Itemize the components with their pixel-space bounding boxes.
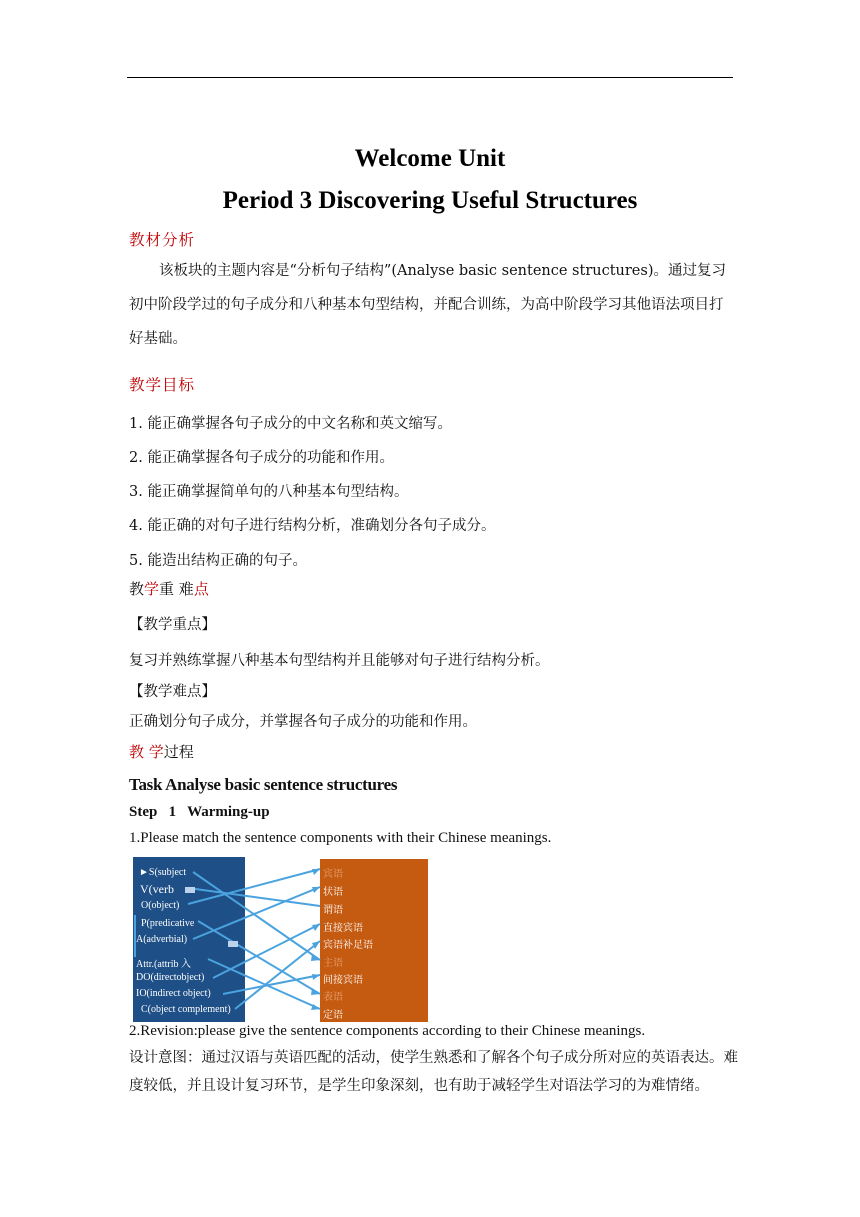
arrow-head (312, 869, 320, 875)
match-line (198, 921, 320, 994)
meaning-item: 宾语 (323, 869, 343, 880)
meaning-item: 直接宾语 (323, 923, 363, 934)
unit-title: Welcome Unit (354, 145, 506, 172)
term-v: V(verb (140, 882, 174, 896)
match-line (188, 888, 320, 906)
term-p: P(predicative (141, 918, 195, 929)
goal-item-4: 4. 能正确的对句子进行结构分析，准确划分各句子成分。 (129, 518, 496, 534)
difficulty-label: 【教学难点】 (129, 684, 216, 700)
header-rule (127, 77, 733, 78)
matching-figure (133, 857, 428, 1022)
arrow-head (312, 887, 320, 893)
heading-part: 过程 (163, 743, 194, 761)
step-heading: Step 1 Warming-up (129, 804, 270, 820)
match-line (193, 887, 320, 939)
match-line (213, 924, 320, 978)
term-c: C(object complement) (141, 1004, 231, 1015)
arrow-head (312, 974, 320, 980)
term-attr: Attr.(attrib 入 (136, 959, 191, 970)
small-label-tag (228, 941, 238, 947)
design-intent: 设计意图：通过汉语与英语匹配的活动，使学生熟悉和了解各个句子成分所对应的英语表达。难度较低，并且设计复习环节，是学生印象深刻，也有助于减轻学生对语法学习的为难情绪。 (129, 1050, 738, 1094)
term-o: O(object) (141, 900, 180, 911)
meaning-item: 定语 (323, 1010, 343, 1021)
term-a: A(adverbial) (136, 934, 188, 945)
analysis-heading: 教材分析 (129, 231, 196, 249)
term-do: DO(directobject) (136, 972, 205, 983)
goals-heading: 教学目标 (129, 376, 196, 394)
small-label-tag (185, 887, 195, 893)
process-heading (129, 741, 194, 762)
arrow-head (311, 954, 320, 961)
meaning-item: 谓语 (323, 905, 343, 916)
heading-part: 学 (144, 580, 160, 598)
meaning-item: 状语 (323, 887, 343, 898)
term-io: IO(indirect object) (136, 988, 211, 999)
difficulty-text: 正确划分句子成分，并掌握各句子成分的功能和作用。 (129, 714, 477, 730)
focus-label: 【教学重点】 (129, 617, 216, 633)
analysis-paragraph: 该板块的主题内容是“分析句子结构”(Analyse basic sentence structures)。通过复习初中阶段学过的句子成分和八种基本句型结构，并配合训练，为高中阶段学习其他语法项目打好基础。 (129, 263, 726, 347)
task-heading: Task Analyse basic sentence structures (129, 775, 398, 794)
heading-part: 点 (193, 580, 209, 598)
heading-part: 教 (129, 580, 145, 598)
focus-text: 复习并熟练掌握八种基本句型结构并且能够对句子进行结构分析。 (129, 653, 550, 669)
arrow-head (311, 988, 320, 995)
period-title: Period 3 Discovering Useful Structures (222, 187, 638, 214)
match-line (188, 869, 320, 904)
arrow-head (312, 941, 320, 949)
instruction-2: 2.Revision:please give the sentence components according to their Chinese meanings. (129, 1023, 646, 1039)
goal-item-2: 2. 能正确掌握各句子成分的功能和作用。 (129, 450, 394, 466)
instruction-1: 1.Please match the sentence components with their Chinese meanings. (129, 830, 552, 846)
meaning-item: 表语 (323, 992, 343, 1003)
heading-part: 重 难 (159, 580, 194, 598)
term-s: ►S(subject (139, 867, 187, 878)
meaning-item: 宾语补足语 (323, 940, 373, 951)
meaning-item: 间接宾语 (323, 975, 363, 986)
heading-part: 教 学 (129, 743, 164, 761)
key-points-heading (129, 578, 209, 599)
meaning-item: 主语 (323, 958, 343, 969)
goal-item-3: 3. 能正确掌握简单句的八种基本句型结构。 (129, 484, 409, 500)
goal-item-5: 5. 能造出结构正确的句子。 (129, 553, 307, 569)
goal-item-1: 1. 能正确掌握各句子成分的中文名称和英文缩写。 (129, 416, 452, 432)
